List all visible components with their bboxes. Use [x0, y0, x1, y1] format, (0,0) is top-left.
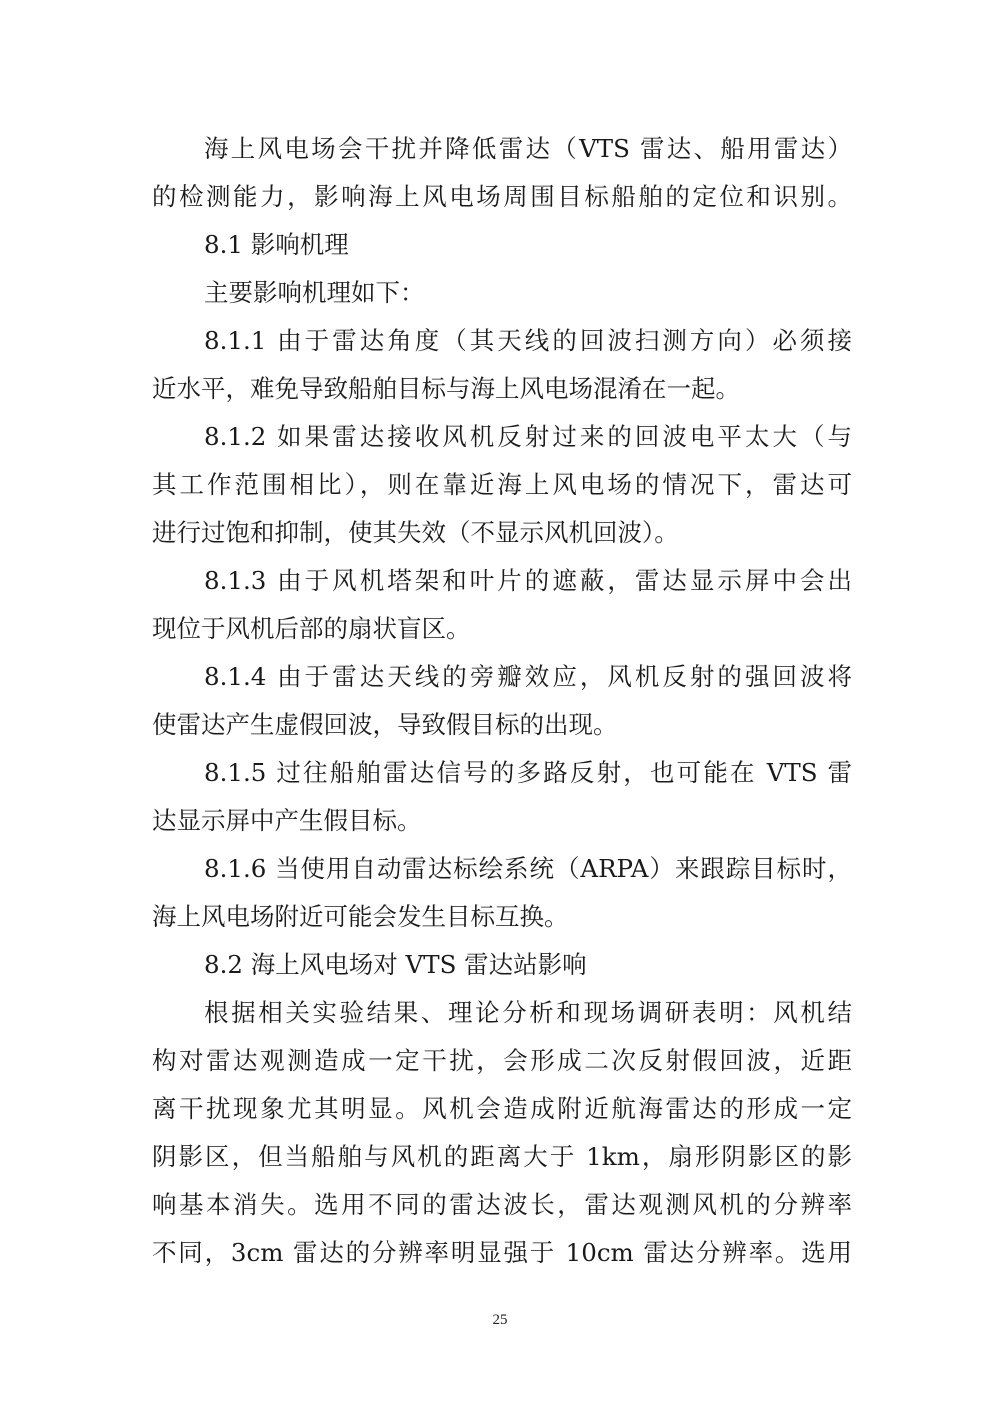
- paragraph-line: 不同，3cm 雷达的分辨率明显强于 10cm 雷达分辨率。选用: [152, 1238, 852, 1267]
- paragraph-line: 达显示屏中产生假目标。: [152, 806, 422, 835]
- paragraph-line: 离干扰现象尤其明显。风机会造成附近航海雷达的形成一定: [152, 1094, 852, 1123]
- paragraph-line: 主要影响机理如下：: [204, 278, 425, 307]
- paragraph-line: 进行过饱和抑制，使其失效（不显示风机回波）。: [152, 518, 679, 547]
- paragraph-line: 阴影区，但当船舶与风机的距离大于 1km，扇形阴影区的影: [152, 1142, 852, 1171]
- paragraph-line: 8.1.2 如果雷达接收风机反射过来的回波电平太大（与: [204, 422, 852, 451]
- paragraph-line: 8.1.5 过往船舶雷达信号的多路反射，也可能在 VTS 雷: [204, 758, 852, 787]
- paragraph-line: 海上风电场会干扰并降低雷达（VTS 雷达、船用雷达）: [204, 134, 852, 163]
- section-heading-8-2: 8.2 海上风电场对 VTS 雷达站影响: [204, 950, 587, 979]
- paragraph-line: 近水平，难免导致船舶目标与海上风电场混淆在一起。: [152, 374, 740, 403]
- paragraph-line: 8.1.3 由于风机塔架和叶片的遮蔽，雷达显示屏中会出: [204, 566, 852, 595]
- paragraph-line: 其工作范围相比），则在靠近海上风电场的情况下，雷达可: [152, 470, 852, 499]
- paragraph-line: 现位于风机后部的扇状盲区。: [152, 614, 471, 643]
- section-heading-8-1: 8.1 影响机理: [204, 230, 349, 259]
- paragraph-line: 响基本消失。选用不同的雷达波长，雷达观测风机的分辨率: [152, 1190, 852, 1219]
- paragraph-line: 8.1.4 由于雷达天线的旁瓣效应，风机反射的强回波将: [204, 662, 852, 691]
- paragraph-line: 根据相关实验结果、理论分析和现场调研表明：风机结: [204, 998, 852, 1027]
- paragraph-line: 构对雷达观测造成一定干扰，会形成二次反射假回波，近距: [152, 1046, 852, 1075]
- paragraph-line: 8.1.6 当使用自动雷达标绘系统（ARPA）来跟踪目标时，: [204, 854, 852, 883]
- page-number: 25: [492, 1312, 508, 1328]
- paragraph-line: 海上风电场附近可能会发生目标互换。: [152, 902, 569, 931]
- paragraph-line: 8.1.1 由于雷达角度（其天线的回波扫测方向）必须接: [204, 326, 852, 355]
- paragraph-line: 的检测能力，影响海上风电场周围目标船舶的定位和识别。: [152, 182, 852, 211]
- paragraph-line: 使雷达产生虚假回波，导致假目标的出现。: [152, 710, 618, 739]
